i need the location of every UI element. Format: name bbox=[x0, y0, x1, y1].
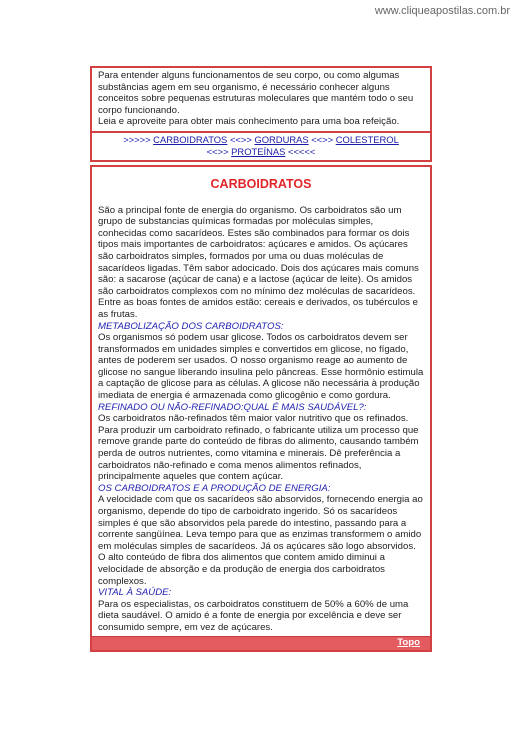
section-heading-vital: VITAL À SAÚDE: bbox=[98, 587, 172, 599]
site-url: www.cliqueapostilas.com.br bbox=[374, 5, 510, 17]
paragraph-refinado: Os carboidratos não-refinados têm maior valor nutritivo que os refinados. Para produzir um carboidrato refinado, o fabricante utiliza um processo que remove grande parte do conteúdo de fibras do alimento, causando também perda de outros nutrientes, como vitamina e minerais. Dê preferência a carboidratos não-refinado e coma menos alimentos refinados, principalmente aqueles que contem açúcar. bbox=[98, 413, 419, 483]
intro-text-2: Leia e aproveite para obter mais conhecimento para uma boa refeição. bbox=[98, 116, 400, 128]
top-link[interactable]: Topo bbox=[397, 636, 420, 648]
paragraph-intro: São a principal fonte de energia do organismo. Os carboidratos são um grupo de substancias químicas formadas por moléculas simples, conhecidas como sacarídeos. Estes são combinados para formar os dois tipos mais importantes de carboidratos: açúcares e amidos. Os açúcares são carboidratos simples, formados por uma ou duas moléculas de sacarídeos ligadas. Têm sabor adocicado. Dois dos açúcares mais comuns são: a sacarose (açúcar de cana) e a lactose (açúcar de leite). Os amidos são carboidratos complexos com no mínimo dez moléculas de sacarídeos. Entre as boas fontes de amidos estão: cereais e derivados, os tubérculos e as frutas. bbox=[98, 204, 419, 320]
paragraph-vital: Para os especialistas, os carboidratos constituem de 50% a 60% de uma dieta saudável. O amido é a fonte de energia por excelência e deve ser consumido sempre, em vez de açúcares. bbox=[98, 598, 409, 633]
nav-separator: <<>> bbox=[206, 145, 229, 157]
nav-link-proteinas[interactable]: PROTEÍNAS bbox=[231, 145, 286, 157]
intro-box bbox=[90, 66, 432, 133]
nav-separator: <<>> bbox=[311, 133, 334, 145]
nav-link-carboidratos[interactable]: CARBOIDRATOS bbox=[153, 133, 228, 145]
paragraph-energia: A velocidade com que os sacarídeos são absorvidos, fornecendo energia ao organismo, depende do tipo de carboidrato ingerido. Só os sacarídeos simples é que são absorvidos pela parede do intestino, passando para a corrente sangüínea. Leva tempo para que as enzimas transformem o amido em moléculas simples de sacarídeos. Já os açúcares são logo absorvidos. O alto conteúdo de fibra dos alimentos que contem amido diminui a velocidade de absorção e da produção de energia dos carboidratos complexos. bbox=[98, 494, 423, 587]
article-title: CARBOIDRATOS bbox=[210, 176, 312, 191]
topic-nav bbox=[90, 133, 432, 162]
article-box bbox=[90, 165, 432, 652]
page-frame bbox=[90, 66, 432, 652]
section-heading-refinado: REFINADO OU NÃO-REFINADO:QUAL É MAIS SAUDÁVEL?: bbox=[98, 401, 367, 413]
section-heading-metabolizacao: METABOLIZAÇÃO DOS CARBOIDRATOS: bbox=[98, 320, 284, 332]
intro-text: Para entender alguns funcionamentos de seu corpo, ou como algumas substâncias agem em seu organismo, é necessário conhecer alguns conceitos sobre pequenas estruturas moleculares que mantém todo o seu corpo funcionando. bbox=[98, 70, 414, 116]
nav-separator: >>>>> bbox=[123, 133, 151, 145]
nav-separator: <<<<< bbox=[287, 145, 316, 157]
nav-link-colesterol[interactable]: COLESTEROL bbox=[335, 133, 399, 145]
footer-bar bbox=[92, 636, 430, 650]
nav-separator: <<>> bbox=[229, 133, 252, 145]
section-heading-energia: OS CARBOIDRATOS E A PRODUÇÃO DE ENERGIA: bbox=[98, 482, 331, 494]
paragraph-metabolizacao: Os organismos só podem usar glicose. Todos os carboidratos devem ser transformados em unidades simples e convertidos em glicose, no fígado, antes de poderem ser usados. O nosso organismo reage ao aumento de glicose no sangue liberando insulina pelo pâncreas. Esse hormônio estimula a captação de glicose para as células. A glicose não necessária à produção imediata de energia é armazenada como glicogênio e como gordura. bbox=[98, 332, 424, 402]
nav-link-gorduras[interactable]: GORDURAS bbox=[254, 133, 309, 145]
